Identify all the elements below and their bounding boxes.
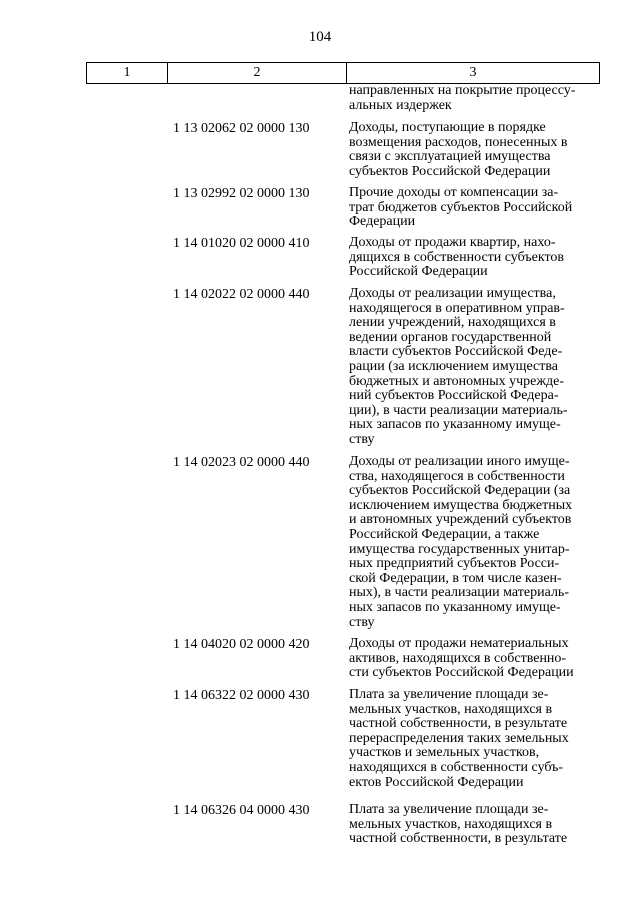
- row-code: 1 14 06326 04 0000 430: [173, 803, 310, 818]
- row-description: Доходы, поступающие в порядке возмещения расходов, понесенных в связи с эксплуатацией имущества субъектов Российской Федерации: [349, 120, 568, 179]
- row-code: 1 14 02023 02 0000 440: [173, 455, 310, 470]
- column-header-2: 2: [168, 63, 347, 83]
- row-description: Прочие доходы от компенсации за- трат бюджетов субъектов Российской Федерации: [349, 185, 573, 230]
- row-description: Доходы от реализации иного имуще- ства, находящегося в собственности субъектов Российской Федерации (за исключением имущества бюджетных и автономных учреждений субъектов Российской Федерации, а также имущества государственных унитар- ных предприятий субъектов Росси- ской Федерации, в том числе казен- ных), в части реализации материаль- ных запасов по указанному имуще- ству: [349, 454, 573, 630]
- column-header-1: 1: [87, 63, 168, 83]
- continuation-text: направленных на покрытие процессу- альных издержек: [349, 83, 576, 113]
- row-code: 1 14 06322 02 0000 430: [173, 688, 310, 703]
- table-header: [86, 62, 600, 84]
- column-header-3: 3: [469, 65, 477, 80]
- row-code: 1 14 04020 02 0000 420: [173, 637, 310, 652]
- row-description: Доходы от продажи квартир, нахо- дящихся в собственности субъектов Российской Федерации: [349, 235, 564, 280]
- row-code: 1 13 02062 02 0000 130: [173, 121, 310, 136]
- row-code: 1 14 02022 02 0000 440: [173, 287, 310, 302]
- row-code: 1 14 01020 02 0000 410: [173, 236, 310, 251]
- row-description: Плата за увеличение площади зе- мельных участков, находящихся в частной собственности, в результате: [349, 802, 568, 847]
- page-number: 104: [308, 29, 332, 45]
- row-code: 1 13 02992 02 0000 130: [173, 186, 310, 201]
- row-description: Плата за увеличение площади зе- мельных участков, находящихся в частной собственности, в результате перераспределения таких земельных участков и земельных участков, находящихся в собственности субъ- ектов Российской Федерации: [349, 687, 569, 790]
- row-description: Доходы от реализации имущества, находящегося в оперативном управ- лении учреждений, находящихся в ведении органов государственной власти субъектов Российской Феде- рации (за исключением имущества бюджетных и автономных учрежде- ний субъектов Российской Федера- ции), в части реализации материаль- ных запасов по указанному имуще- ству: [349, 286, 568, 447]
- row-description: Доходы от продажи нематериальных активов, находящихся в собственно- сти субъектов Российской Федерации: [349, 636, 574, 681]
